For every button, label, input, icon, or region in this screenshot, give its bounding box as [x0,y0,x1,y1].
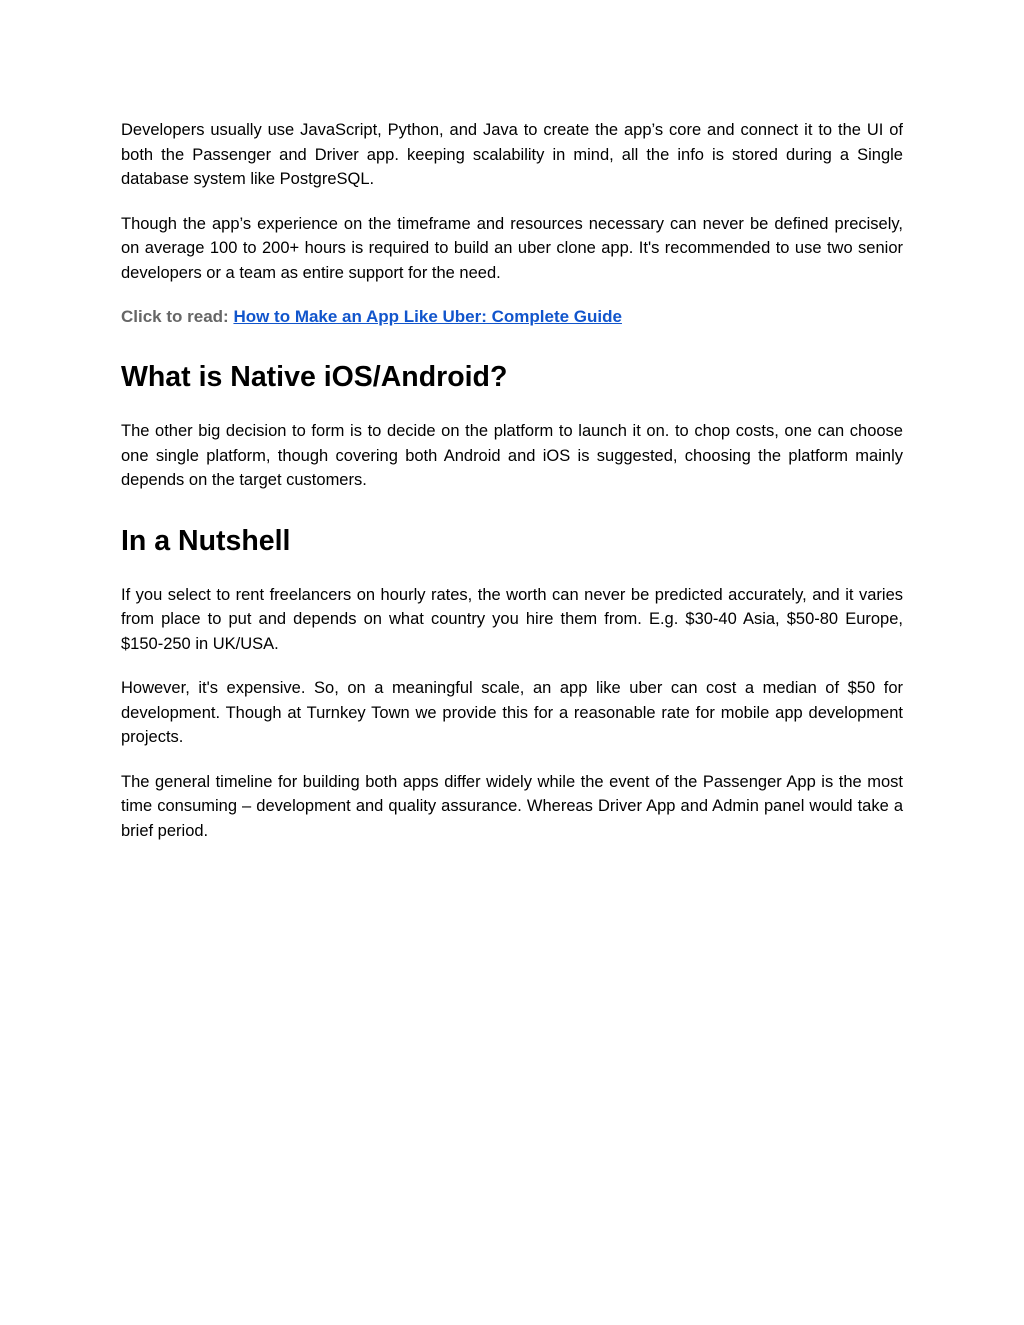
nutshell-paragraph-3: The general timeline for building both apps differ widely while the event of the Passenger App is the most time consuming – development and quality assurance. Whereas Driver App and Admin panel would take a brief period. [121,772,903,840]
nutshell-paragraph-2: However, it's expensive. So, on a meaningful scale, an app like uber can cost a median of $50 for development. Though at Turnkey Town we provide this for a reasonable rate for mobile app development projects. [121,679,903,746]
read-more-link[interactable]: How to Make an App Like Uber: Complete Guide [233,307,622,326]
intro-paragraph-1: Developers usually use JavaScript, Python, and Java to create the app’s core and connect it to the UI of both the Passenger and Driver app. keeping scalability in mind, all the info is stored during a Single database system like PostgreSQL. [121,121,903,188]
read-more-label: Click to read: [121,307,229,326]
heading-native-ios-android: What is Native iOS/Android? [121,361,508,393]
intro-paragraph-2: Though the app’s experience on the timeframe and resources necessary can never be defined precisely, on average 100 to 200+ hours is required to build an uber clone app. It's recommended to use two senior developers or a team as entire support for the need. [121,214,903,282]
document-page [121,118,903,863]
nutshell-paragraph-1: If you select to rent freelancers on hourly rates, the worth can never be predicted accurately, and it varies from place to put and depends on what country you hire them from. E.g. $30-40 Asia, $50-80 Europe, $150-250 in UK/USA. [121,585,903,653]
read-more-line [121,305,903,329]
native-paragraph-1: The other big decision to form is to decide on the platform to launch it on. to chop costs, one can choose one single platform, though covering both Android and iOS is suggested, choosing the platform mainly depends on the target customers. [121,422,903,489]
heading-in-a-nutshell: In a Nutshell [121,524,291,557]
